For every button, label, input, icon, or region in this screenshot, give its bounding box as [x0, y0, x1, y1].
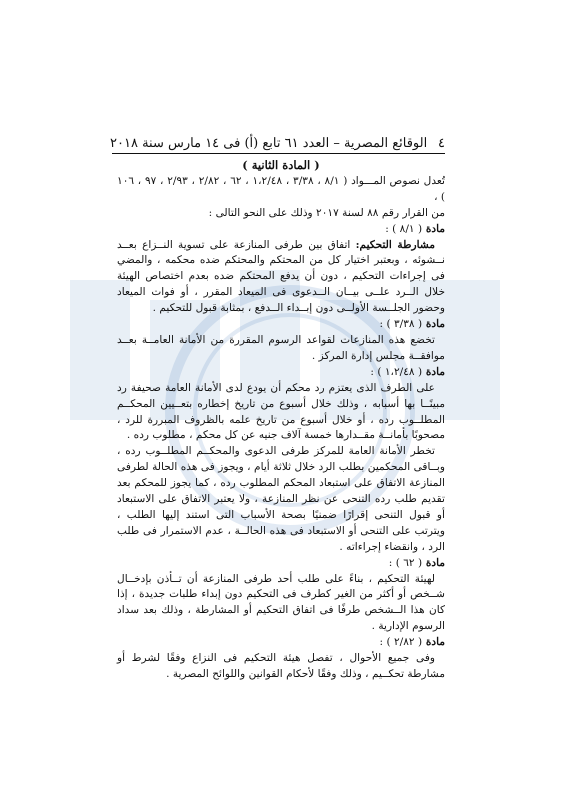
page-number: ٤ — [438, 135, 445, 151]
article-number: ( ٣/٣٨ ) : — [379, 318, 423, 331]
article-paragraph: تخطر الأمانة العامة للمركز طرفى الدعوى والمحكــم المطلــوب رده ، وبــاقى المحكمين بطلب الرد خلال ثلاثة أيام ، ويجوز فى هذه الحالة لطرفى المنازعة الاتفاق على استبعاد المحكم المطلوب رده ، كما يجوز للمحكم بعد تقديم طلب رده التنحى عن نظر المنازعة ، ولا يعتبر الاتفاق على الاستبعاد أو قبول التنحى إقرارًا ضمنيًا بصحة الأسباب التى استند إليها الطلب ، ويترتب على التنحى أو الاستبعاد فى هذه الحالــة ، عدم الاستمرار فى طلب الرد ، وانقضاء إجراءاته . — [117, 445, 445, 553]
gazette-title: الوقائع المصرية – العدد ٦١ تابع (أ) فى ١٤ مارس سنة ٢٠١٨ — [110, 135, 428, 151]
article-paragraph: تخضع هذه المنازعات لقواعد الرسوم المقررة من الأمانة العامــة بعــد موافقــة مجلس إدارة المركز . — [117, 333, 445, 362]
article-title — [117, 365, 445, 381]
article-label: مادة — [425, 365, 445, 378]
article-number: ( ٨/١ ) : — [385, 222, 423, 235]
article-title — [117, 556, 445, 572]
article-heading: ( المادة الثانية ) — [242, 158, 320, 172]
article-paragraph: على الطرف الذى يعتزم رد محكم أن يودع لدى الأمانة العامة صحيفة رد مبينًــا بها أسبابه ، وذلك خلال أسبوع من تاريخ إخطاره بتعــيين المحكــم المطلــوب رده ، أو خلال أسبوع من تاريخ علمه بالظروف المبررة للرد ، مصحوبًا بأمانــة مقــدارها خمسة آلاف جنيه عن كل محكم ، مطلوب رده . — [117, 381, 445, 442]
article-label: مادة — [425, 222, 445, 235]
document-body — [117, 158, 445, 683]
article-title — [117, 317, 445, 333]
intro-line-2: من القرار رقم ٨٨ لسنة ٢٠١٧ وذلك على النحو التالى : — [208, 206, 445, 219]
article-title — [117, 635, 445, 651]
article-label: مادة — [425, 636, 445, 649]
page-header — [110, 133, 445, 153]
article-title — [117, 222, 445, 238]
article-number: ( ٢/٨٢ ) : — [379, 636, 423, 649]
intro-line-1: تُعدل نصوص المـــواد ( ٨/١ ، ٣/٣٨ ، ١،٢/٤٨ ، ٦٢ ، ٢/٨٢ ، ٢/٩٣ ، ٩٧ ، ١٠٦ ) ، — [117, 174, 445, 203]
article-paragraph: لهيئة التحكيم ، بناءً على طلب أحد طرفى المنازعة أن تــأذن بإدخــال شــخص أو أكثر من الغير كطرف فى التحكيم دون إبداء طلبات جديدة ، إذا كان هذا الــشخص طرفًا فى اتفاق التحكيم أو المشارطة ، وذلك بعد سداد الرسوم الإدارية . — [117, 572, 446, 633]
article-label: مادة — [425, 556, 445, 569]
article-paragraph: وفى جميع الأحوال ، تفصل هيئة التحكيم فى النزاع وفقًا لشرط أو مشارطة تحكــيم ، وذلك وفقًا لأحكام القوانين واللوائح المصرية . — [117, 652, 445, 680]
paragraph-text: اتفاق بين طرفى المنازعة على تسوية النــزاع بعــد نــشوئه ، وبعتبر اختيار كل من المحتكم والمحتكم ضده محكمه ، والمضي فى إجراءات التحكيم ، دون أن يدفع المحتكم ضده بعدم اختصاص الهيئة خلال الــرد علــى بيــان الــدعوى فى الميعاد المقرر ، أو فوات الميعاد وحضور الجلــسة الأولــى دون إبــداء الــدفع ، بمثابة قبول للتحكيم . — [117, 238, 445, 315]
article-label: مادة — [425, 318, 445, 331]
paragraph-lead: مشارطة التحكيم: — [355, 238, 435, 251]
article-number: ( ١،٢/٤٨ ) : — [370, 365, 423, 378]
article-paragraph — [117, 238, 445, 318]
article-number: ( ٦٢ ) : — [388, 556, 423, 569]
header-divider — [112, 153, 445, 154]
